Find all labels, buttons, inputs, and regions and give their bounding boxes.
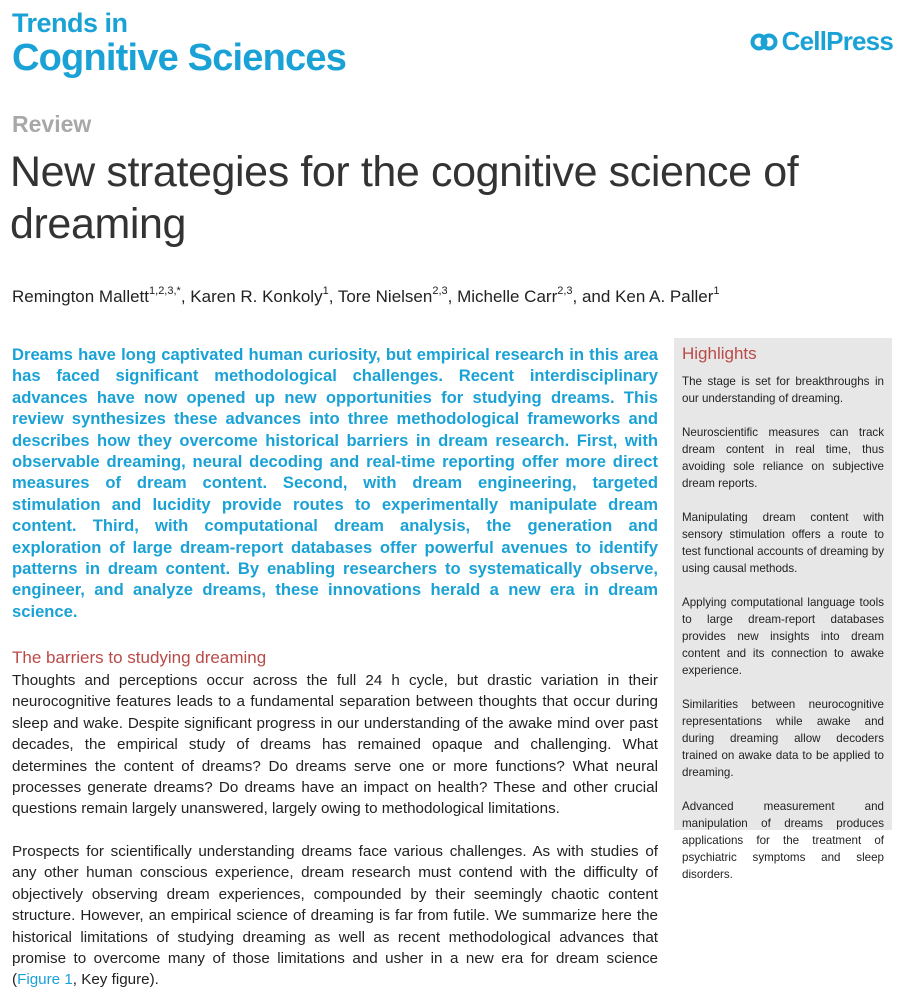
article-type: Review	[12, 111, 92, 137]
body-paragraph: Thoughts and perceptions occur across the full 24 h cycle, but drastic variation in their neurocognitive features leads to a fundamental separation between thoughts that occur during sleep and wake. Despite significant progress in our understanding of the awake mind over past decades, the empirical study of dreams has remained opaque and challenging. What determines the content of dreams? Do dreams serve one or more functions? What neural processes generate dreams? Do dreams have an impact on health? These and other crucial questions remain largely unanswered, largely owing to methodological limitations.	[12, 672, 658, 818]
article-title: New strategies for the cognitive science of dreaming	[10, 148, 799, 248]
highlights-box	[674, 338, 892, 881]
journal-title-line2: Cognitive Sciences	[12, 37, 347, 79]
highlights-list	[682, 373, 884, 883]
body-paragraph	[12, 841, 658, 991]
highlight-item: Neuroscientific measures can track dream content in real time, thus avoiding sole reliance on subjective dream reports.	[682, 426, 884, 490]
author-list: Remington Mallett$^{1,2,3,*}$, Karen R. Konkoly$^1$, Tore Nielsen$^{2,3}$, Michelle Carr$^{2,3}$, and Ken A. Paller$^1$	[12, 285, 720, 306]
highlight-item: Manipulating dream content with sensory stimulation offers a route to test functional accounts of dreaming by using causal methods.	[682, 511, 884, 575]
author-affiliation: 2,3	[432, 285, 448, 297]
author-name[interactable]: Michelle Carr	[457, 287, 558, 306]
figure-1-link[interactable]: Figure 1	[17, 971, 73, 989]
author-affiliation: 1	[322, 285, 329, 297]
section-heading: The barriers to studying dreaming	[12, 648, 267, 667]
author-name[interactable]: Tore Nielsen	[337, 287, 433, 306]
highlight-item: Applying computational language tools to large dream-report databases provides new insights into dream content and its connection to awake experience.	[682, 596, 884, 677]
publisher-logo[interactable]	[750, 26, 893, 57]
highlights-title: Highlights	[682, 344, 757, 363]
author-name[interactable]: Ken A. Paller	[615, 287, 714, 306]
highlight-item: Advanced measurement and manipulation of dreams produces applications for the treatment of psychiatric symptoms and sleep disorders.	[682, 800, 884, 881]
author-name[interactable]: Remington Mallett	[12, 287, 150, 306]
journal-title	[12, 8, 346, 78]
abstract: Dreams have long captivated human curiosity, but empirical research in this area has faced significant methodological challenges. Recent interdisciplinary advances have now opened up new opportunities for studying dreams. This review synthesizes these advances into three methodological frameworks and describes how they overcome historical barriers in dream research. First, with observable dreaming, neural decoding and real-time reporting offer more direct measures of dream content. Second, with dream engineering, targeted stimulation and lucidity provide routes to experimentally manipulate dream content. Third, with computational dream analysis, the generation and exploration of large dream-report databases offer powerful avenues to identify patterns in dream content. By enabling researchers to systematically observe, engineer, and analyze dreams, these innovations herald a new era in dream science.	[12, 345, 658, 621]
body-paragraph-end: , Key figure).	[72, 971, 159, 989]
cellpress-logo-icon	[750, 29, 778, 55]
author-name[interactable]: Karen R. Konkoly	[190, 287, 323, 306]
body-paragraph-text: Prospects for scientifically understanding dreams face various challenges. As with studies of any other human conscious experience, dream research must contend with the difficulty of objectively observing dream experiences, compounded by their seemingly chaotic content structure. However, an empirical science of dreaming is far from futile. We summarize here the historical limitations of studying dreaming as well as recent methodological advances that promise to overcome many of those limitations and usher in a new era for dream science (	[12, 843, 658, 989]
publisher-name: CellPress	[781, 26, 893, 56]
author-affiliation: 1	[713, 285, 720, 297]
journal-title-line1: Trends in	[12, 8, 128, 38]
author-affiliation: 2,3	[557, 285, 573, 297]
highlight-item: The stage is set for breakthroughs in our understanding of dreaming.	[682, 375, 884, 405]
author-affiliation: 1,2,3,*	[149, 285, 181, 297]
highlight-item: Similarities between neurocognitive representations while awake and during dreaming allow decoders trained on awake data to be applied to dreaming.	[682, 698, 884, 779]
